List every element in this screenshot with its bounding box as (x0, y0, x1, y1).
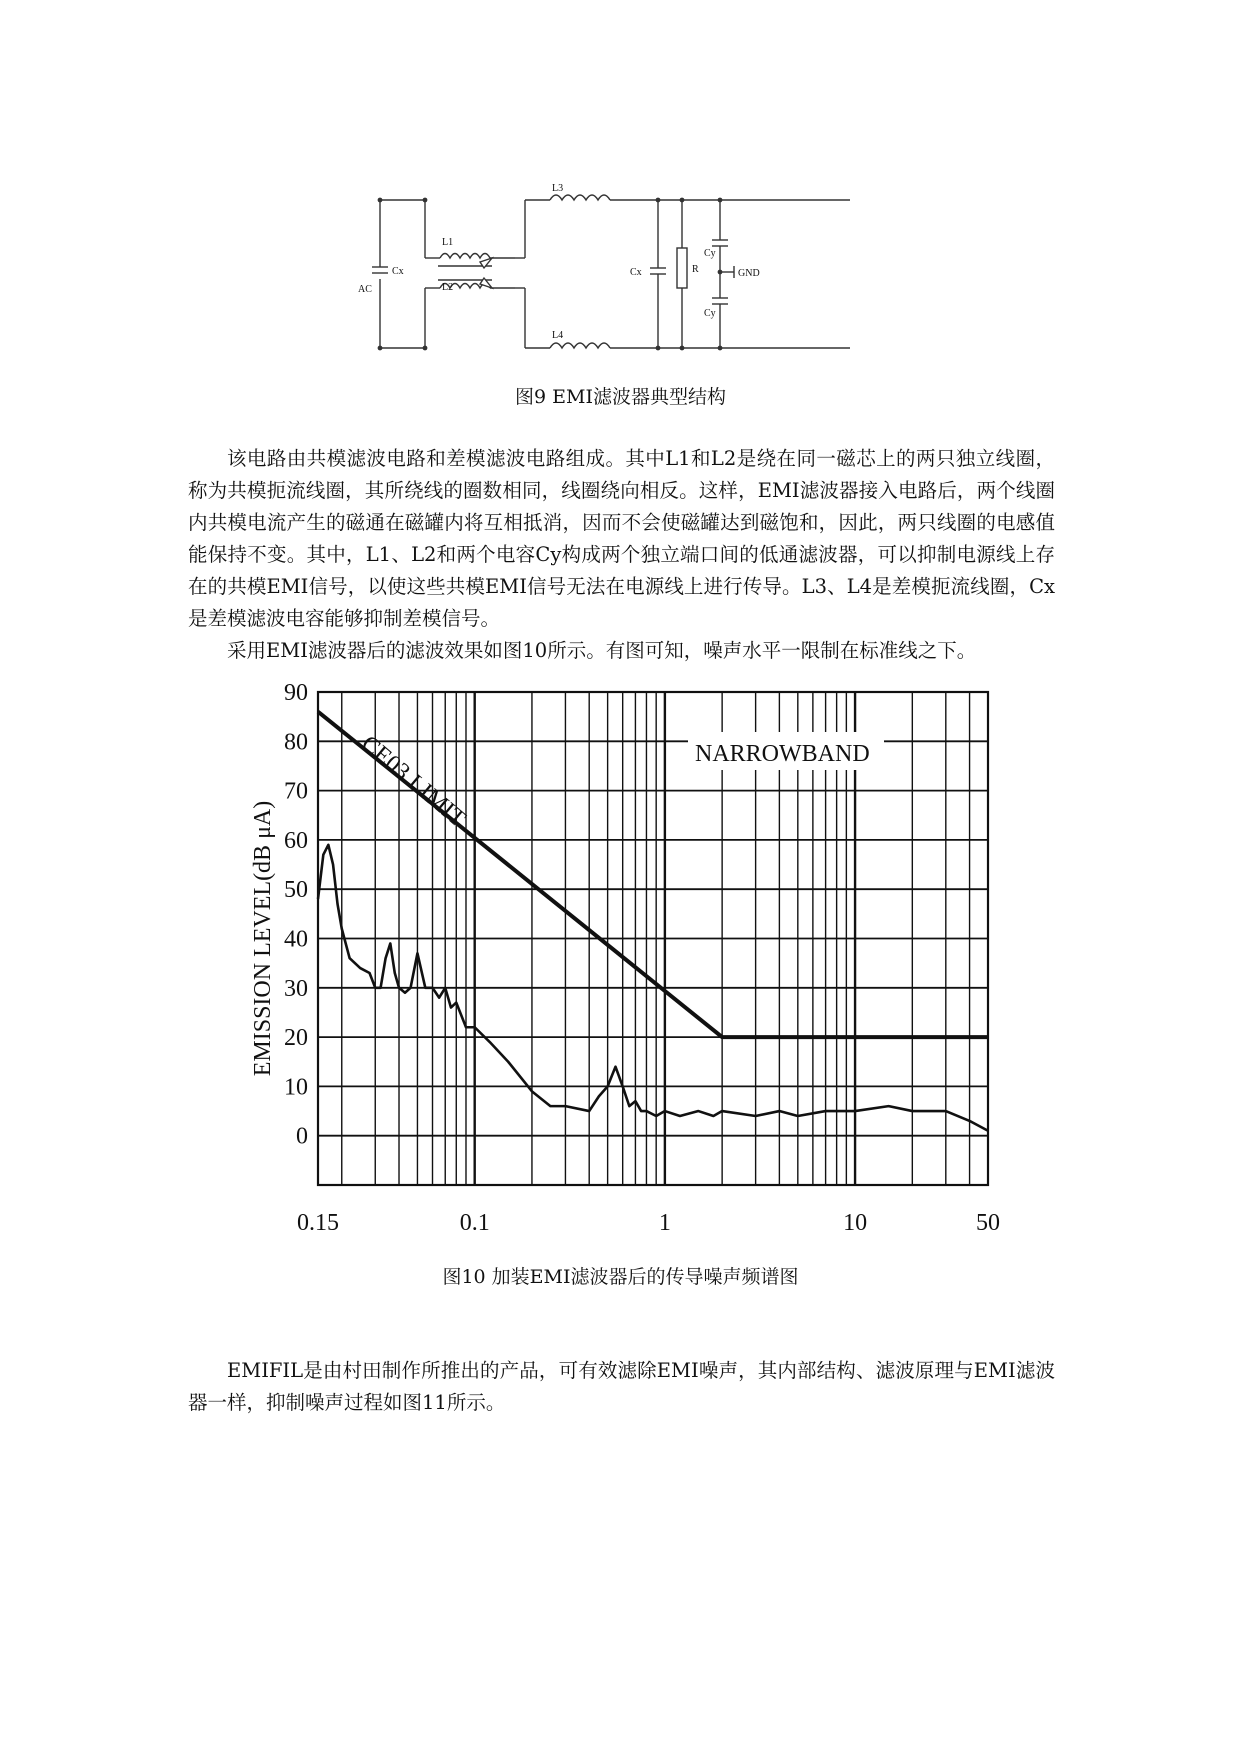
x-tick-label: 50 (976, 1210, 1000, 1236)
y-tick-label: 20 (284, 1025, 308, 1052)
y-tick-label: 10 (284, 1074, 308, 1101)
y-axis-label: EMISSION LEVEL(dB μA) (250, 800, 276, 1077)
label-cx-right: Cx (630, 267, 642, 278)
label-l2: L2 (442, 282, 454, 293)
label-l3: L3 (552, 183, 564, 194)
label-l1: L1 (442, 237, 454, 248)
label-cy-top: Cy (704, 248, 716, 259)
paragraph-3: EMIFIL是由村田制作所推出的产品，可有效滤除EMI噪声，其内部结构、滤波原理与EMI滤波器一样，抑制噪声过程如图11所示。 (188, 1359, 1055, 1414)
y-tick-label: 90 (284, 680, 308, 706)
body-text-block-2 (188, 1355, 1055, 1419)
y-tick-label: 80 (284, 729, 308, 756)
x-tick-label: 0.15 (297, 1210, 339, 1236)
y-tick-label: 0 (296, 1123, 308, 1150)
label-r: R (692, 264, 699, 275)
x-tick-label: 0.1 (459, 1210, 490, 1236)
y-tick-label: 70 (284, 778, 308, 805)
x-tick-label: 10 (843, 1210, 868, 1236)
emi-filter-circuit-diagram (358, 183, 850, 358)
body-text-block (188, 443, 1055, 667)
x-tick-label: 1 (658, 1210, 671, 1236)
label-cx-left: Cx (392, 266, 404, 277)
annotation-ce03-limit: CE03 LIMIT (356, 730, 471, 833)
y-tick-label: 30 (284, 975, 308, 1002)
y-tick-label: 50 (284, 877, 308, 904)
emission-spectrum-chart (240, 680, 1010, 1250)
label-gnd: GND (738, 268, 760, 279)
annotation-narrowband: NARROWBAND (695, 741, 870, 767)
figure10-caption: 图10 加装EMI滤波器后的传导噪声频谱图 (442, 1266, 799, 1288)
y-tick-label: 60 (284, 827, 308, 854)
paragraph-1: 该电路由共模滤波电路和差模滤波电路组成。其中L1和L2是绕在同一磁芯上的两只独立线圈，称为共模扼流线圈，其所绕线的圈数相同，线圈绕向相反。这样，EMI滤波器接入电路后，两个线圈内共模电流产生的磁通在磁罐内将互相抵消，因而不会使磁罐达到磁饱和，因此，两只线圈的电感值能保持不变。其中，L1、L2和两个电容Cy构成两个独立端口间的低通滤波器，可以抑制电源线上存在的共模EMI信号，以使这些共模EMI信号无法在电源线上进行传导。L3、L4是差模扼流线圈，Cx是差模滤波电容能够抑制差模信号。 (188, 447, 1056, 630)
y-tick-label: 40 (284, 926, 308, 953)
paragraph-2: 采用EMI滤波器后的滤波效果如图10所示。有图可知，噪声水平一限制在标准线之下。 (227, 639, 977, 662)
label-l4: L4 (552, 330, 564, 341)
figure9-caption: 图9 EMI滤波器典型结构 (515, 386, 726, 408)
label-ac: AC (358, 284, 372, 295)
label-cy-bottom: Cy (704, 308, 716, 319)
